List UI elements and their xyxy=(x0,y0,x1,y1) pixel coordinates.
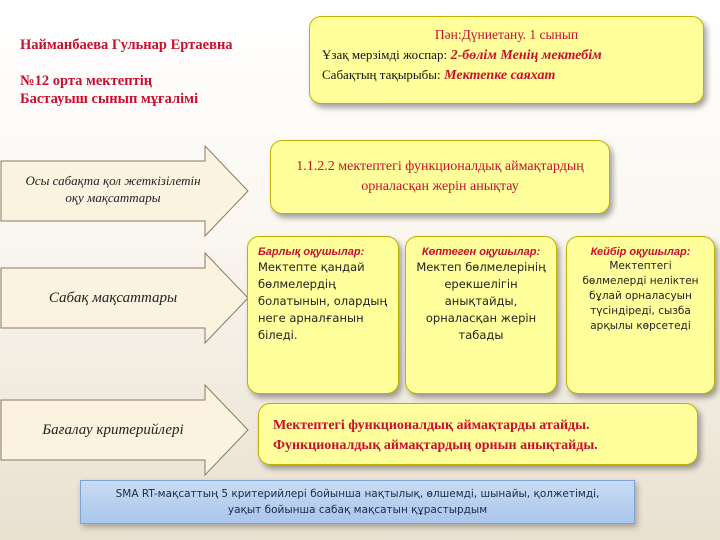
subject-line: Пән:Дүниетану. 1 сынып xyxy=(434,27,579,42)
all-students-text: Мектепте қандай бөлмелердің болатынын, олардың неге арналғанын біледі. xyxy=(258,260,388,342)
criteria-box xyxy=(258,403,698,465)
long-term-plan-row xyxy=(322,47,691,64)
arrow-assessment-criteria xyxy=(0,384,248,476)
criteria-line-1: Мектептегі функционалдық аймақтарды атайды. xyxy=(273,418,590,433)
teacher-name xyxy=(20,36,310,54)
arrow-lesson-objectives xyxy=(0,252,248,344)
some-students-box xyxy=(566,236,715,394)
plan-value: 2-бөлім Менің мектебім xyxy=(447,48,602,63)
all-students-box xyxy=(247,236,399,394)
teacher-name-first: Найманбаева Гульнар xyxy=(20,37,167,53)
teacher-info xyxy=(20,36,310,108)
arrow-assessment-criteria-label: Бағалау критерийлері xyxy=(42,421,184,438)
topic-value: Мектепке саяхат xyxy=(440,68,556,83)
many-students-text: Мектеп бөлмелерінің ерекшелігін анықтайды, орналасқан жерін табады xyxy=(416,260,546,342)
teacher-school: №12 орта мектептің xyxy=(20,73,153,89)
teacher-name-last: Ертаевна xyxy=(166,37,233,53)
lesson-info-box xyxy=(309,16,704,104)
arrow-lesson-objectives-label: Сабақ мақсаттары xyxy=(48,289,178,306)
smart-note-line-2: уақыт бойынша сабақ мақсатын құрастырдым xyxy=(227,504,488,516)
many-students-box xyxy=(405,236,557,394)
teacher-position: Бастауыш сынып мұғалімі xyxy=(20,91,199,107)
smart-note-line-1: SMA RT-мақсаттың 5 критерийлері бойынша нақтылық, өлшемді, шынайы, қолжетімді, xyxy=(115,488,600,500)
topic-row xyxy=(322,67,691,84)
all-students-header: Барлық оқушылар: xyxy=(258,246,365,258)
criteria-line-2: Функционалдық аймақтардың орнын анықтайды. xyxy=(273,438,598,453)
plan-label: Ұзақ мерзімді жоспар: xyxy=(322,47,448,62)
some-students-text: Мектептегі бөлмелерді неліктен бұлай орналасуын түсіндіреді, сызба арқылы көрсетеді xyxy=(582,260,699,332)
smart-note xyxy=(80,480,635,524)
arrow-learning-objectives-label: Осы сабақта қол жеткізілетін оқу мақсаттары xyxy=(25,173,201,205)
learning-objective-box xyxy=(270,140,610,214)
many-students-header: Көптеген оқушылар: xyxy=(421,246,541,258)
topic-label: Сабақтың тақырыбы: xyxy=(322,67,441,82)
some-students-header: Кейбір оқушылар: xyxy=(590,246,691,258)
learning-objective-text: 1.1.2.2 мектептегі функционалдық аймақтардың орналасқан жерін анықтау xyxy=(296,159,584,194)
arrow-learning-objectives xyxy=(0,145,248,237)
